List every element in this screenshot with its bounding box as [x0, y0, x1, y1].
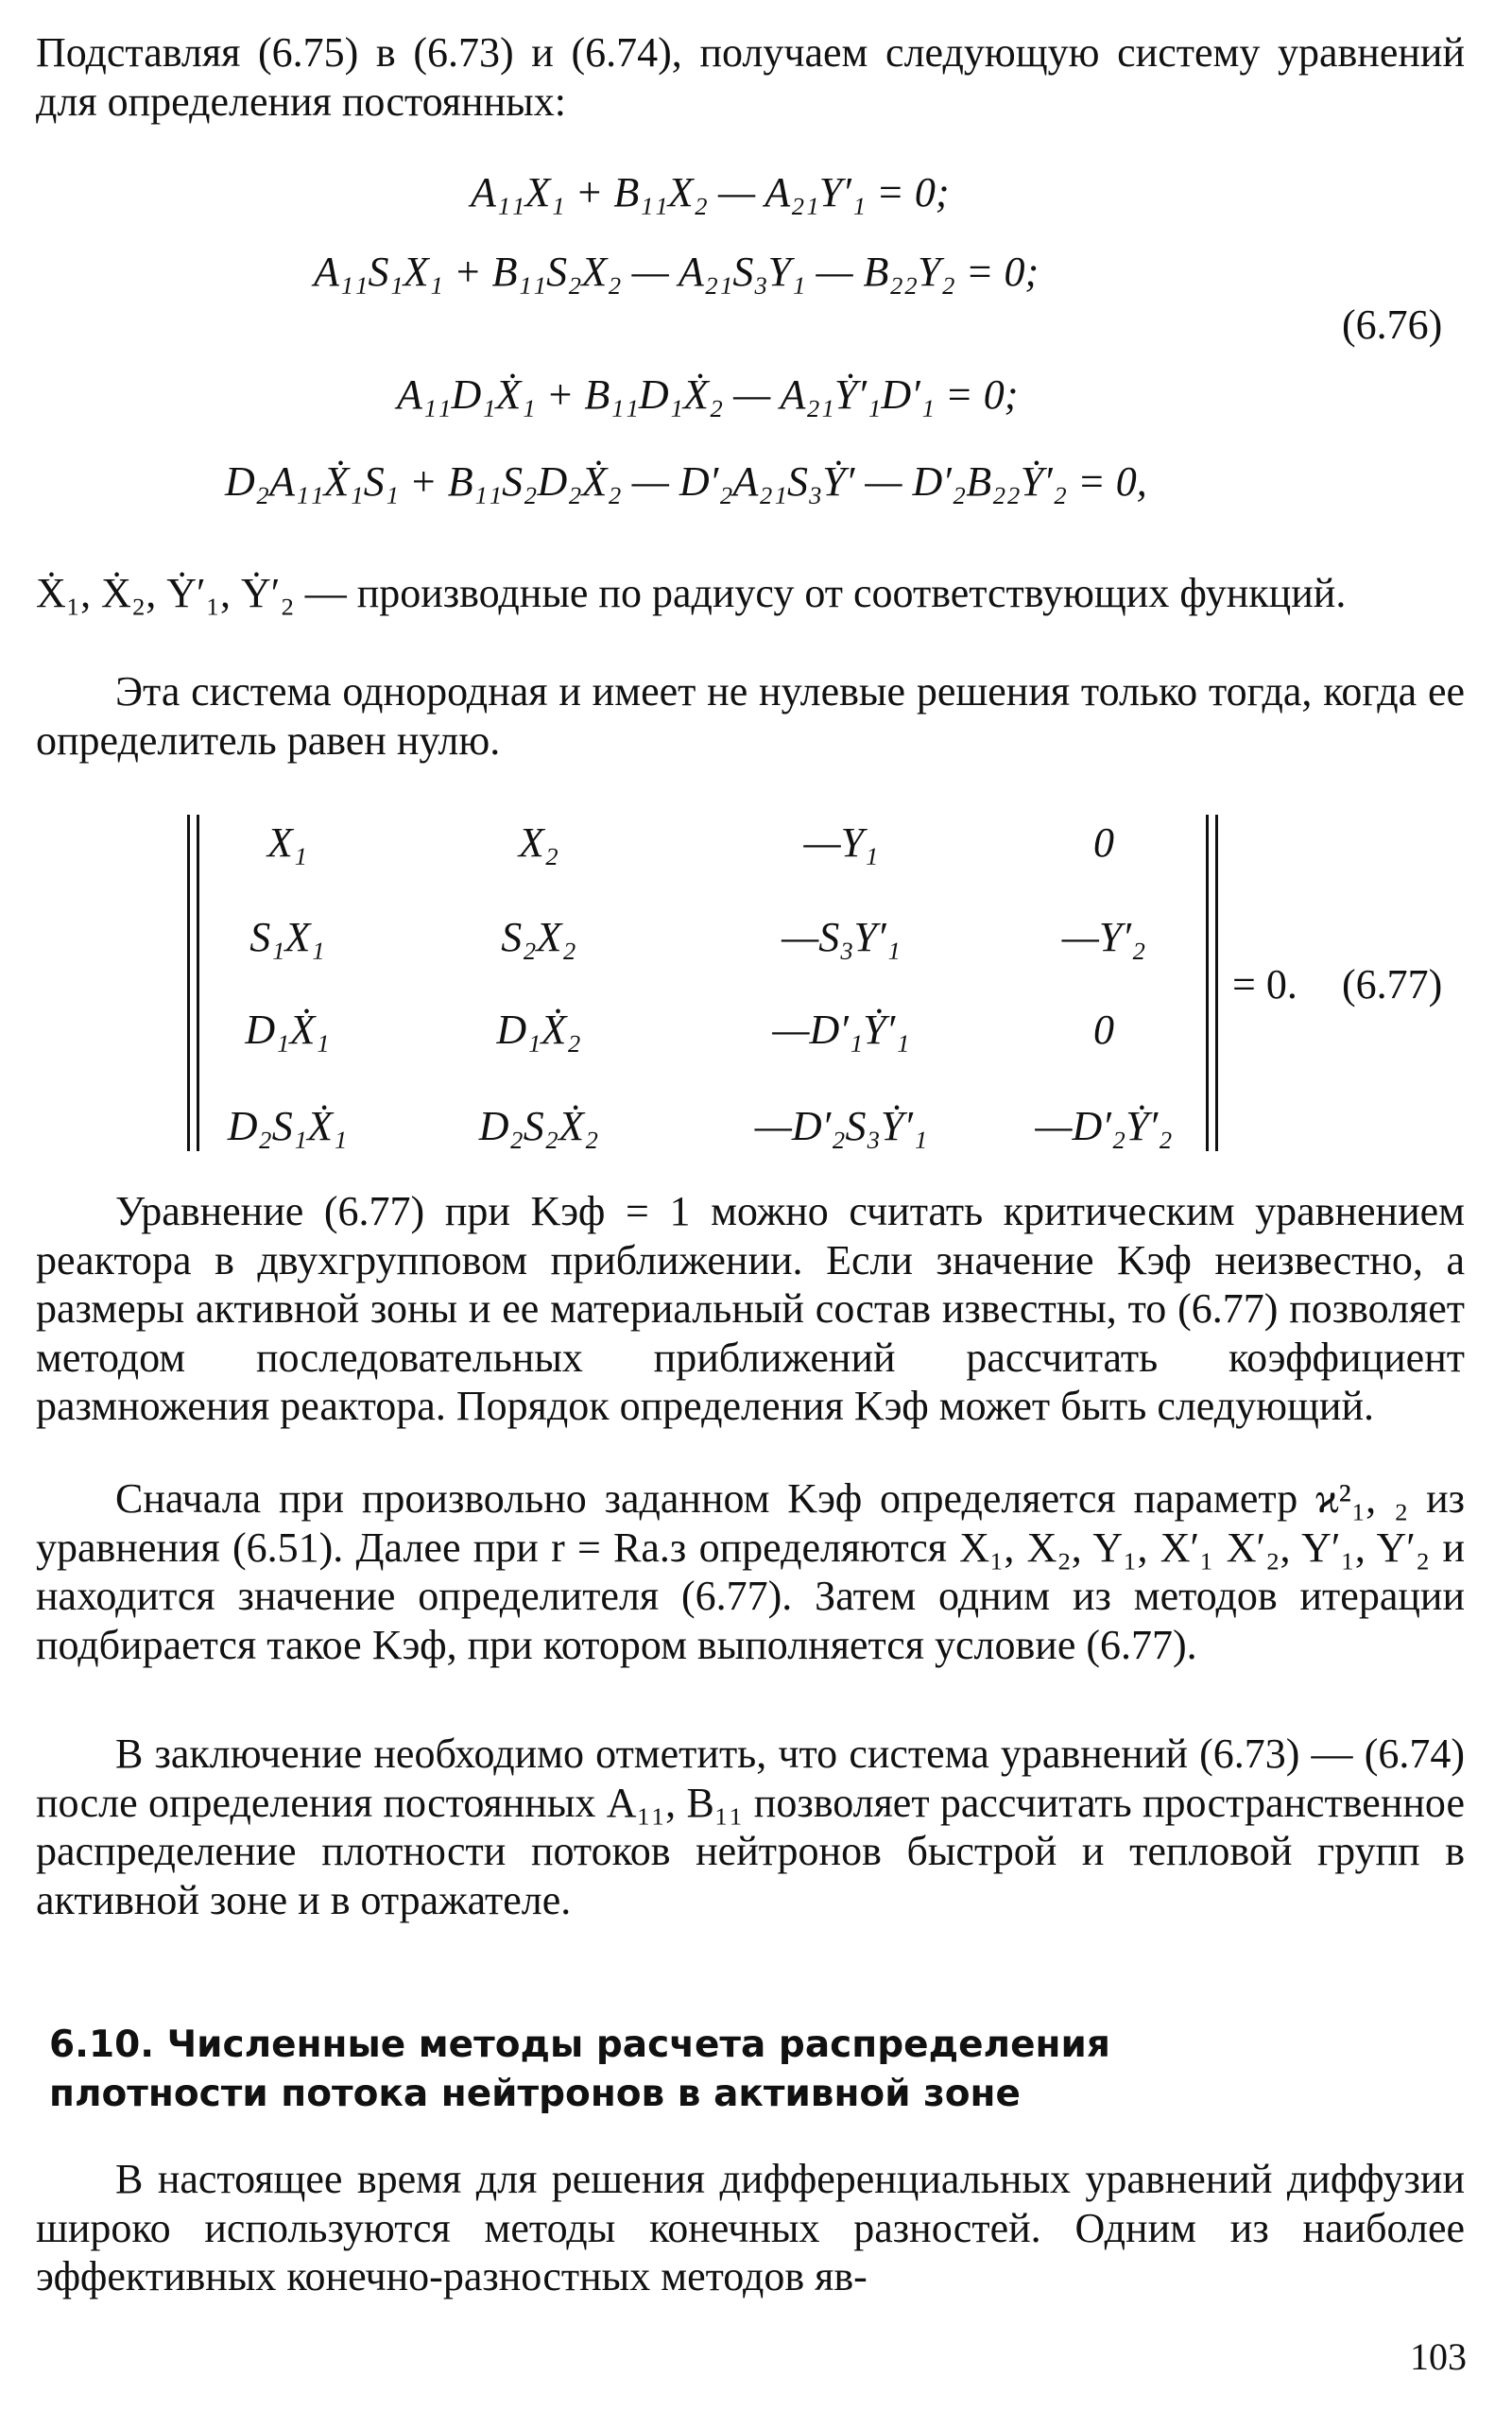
section-heading-line-1: 6.10. Численные методы расчета распределения [49, 2024, 1110, 2066]
determinant-cell: D₂S₂Ẋ₂ [478, 1103, 599, 1149]
determinant-cell: —D′₂Ẏ′₂ [1035, 1103, 1173, 1149]
paragraph-procedure: Сначала при произвольно заданном Kэф определяется параметр ϰ²₁, ₂ из уравнения (6.51). Далее при r = Rа.з определяются X₁, X₂, Y₁, X′₁ X′₂, Y′₁, Y′₂ и находится значение определителя (6.77). Затем одним из методов итерации подбирается такое Kэф, при котором выполняется условие (6.77). [36, 1475, 1465, 1668]
paragraph-homogeneous: Эта система однородная и имеет не нулевые решения только тогда, когда ее определитель равен нулю. [36, 668, 1465, 764]
determinant-cell: —S₃Y′₁ [782, 914, 901, 960]
determinant-cell: —Y′₂ [1061, 914, 1146, 960]
section-heading [49, 2021, 1372, 2119]
determinant-equals-zero: = 0. [1232, 961, 1297, 1007]
equation-line-4: D₂A₁₁Ẋ₁S₁ + B₁₁S₂D₂Ẋ₂ — D′₂A₂₁S₃Ẏ′ — D′₂B₂₂Ẏ′₂ = 0, [225, 458, 1147, 505]
equation-number-6-77: (6.77) [1342, 961, 1443, 1007]
paragraph-conclusion: В заключение необходимо отметить, что система уравнений (6.73) — (6.74) после определения постоянных A₁₁, B₁₁ позволяет рассчитать пространственное распределение плотности потоков нейтронов быстрой и тепловой групп в активной зоне и в отражателе. [36, 1731, 1465, 1923]
determinant-cell: —Y₁ [803, 819, 879, 866]
determinant-cell: D₂S₁Ẋ₁ [227, 1103, 348, 1149]
determinant-cell: X₁ [266, 819, 308, 866]
determinant-cell: —D′₂S₃Ẏ′₁ [754, 1103, 928, 1149]
page-number: 103 [1410, 2335, 1467, 2378]
equation-line-2: A₁₁S₁X₁ + B₁₁S₂X₂ — A₂₁S₃Y₁ — B₂₂Y₂ = 0; [314, 249, 1040, 295]
determinant-cell: S₂X₂ [501, 914, 576, 960]
paragraph-derivatives: Ẋ₁, Ẋ₂, Ẏ′₁, Ẏ′₂ — производные по радиусу от соответствующих функций. [36, 570, 1347, 616]
determinant-cell: 0 [1093, 1007, 1114, 1053]
determinant-cell: S₁X₁ [249, 914, 325, 960]
paragraph-finite-differences: В настоящее время для решения дифференциальных уравнений диффузии широко используются методы конечных разностей. Одним из наиболее эффективных конечно-разностных методов яв- [36, 2156, 1465, 2299]
section-heading-line-2: плотности потока нейтронов в активной зоне [49, 2073, 1021, 2115]
equation-number-6-76: (6.76) [1342, 301, 1443, 348]
determinant-cell: D₁Ẋ₁ [245, 1007, 330, 1053]
paragraph-critical-equation: Уравнение (6.77) при Kэф = 1 можно считать критическим уравнением реактора в двухгрупповом приближении. Если значение Kэф неизвестно, а размеры активной зоны и ее материальный состав известны, то (6.77) позволяет методом последовательных приближений рассчитать коэффициент размножения реактора. Порядок определения Kэф может быть следующий. [36, 1188, 1465, 1429]
determinant-cell: X₂ [518, 819, 559, 866]
determinant-cell: 0 [1093, 819, 1114, 866]
determinant-cell: D₁Ẋ₂ [496, 1007, 581, 1053]
determinant-cell: —D′₁Ẏ′₁ [772, 1007, 910, 1053]
paragraph-intro: Подставляя (6.75) в (6.73) и (6.74), получаем следующую систему уравнений для определения постоянных: [36, 29, 1465, 125]
equation-line-1: A₁₁X₁ + B₁₁X₂ — A₂₁Y′₁ = 0; [471, 169, 950, 215]
equation-line-3: A₁₁D₁Ẋ₁ + B₁₁D₁Ẋ₂ — A₂₁Ẏ′₁D′₁ = 0; [397, 371, 1019, 418]
